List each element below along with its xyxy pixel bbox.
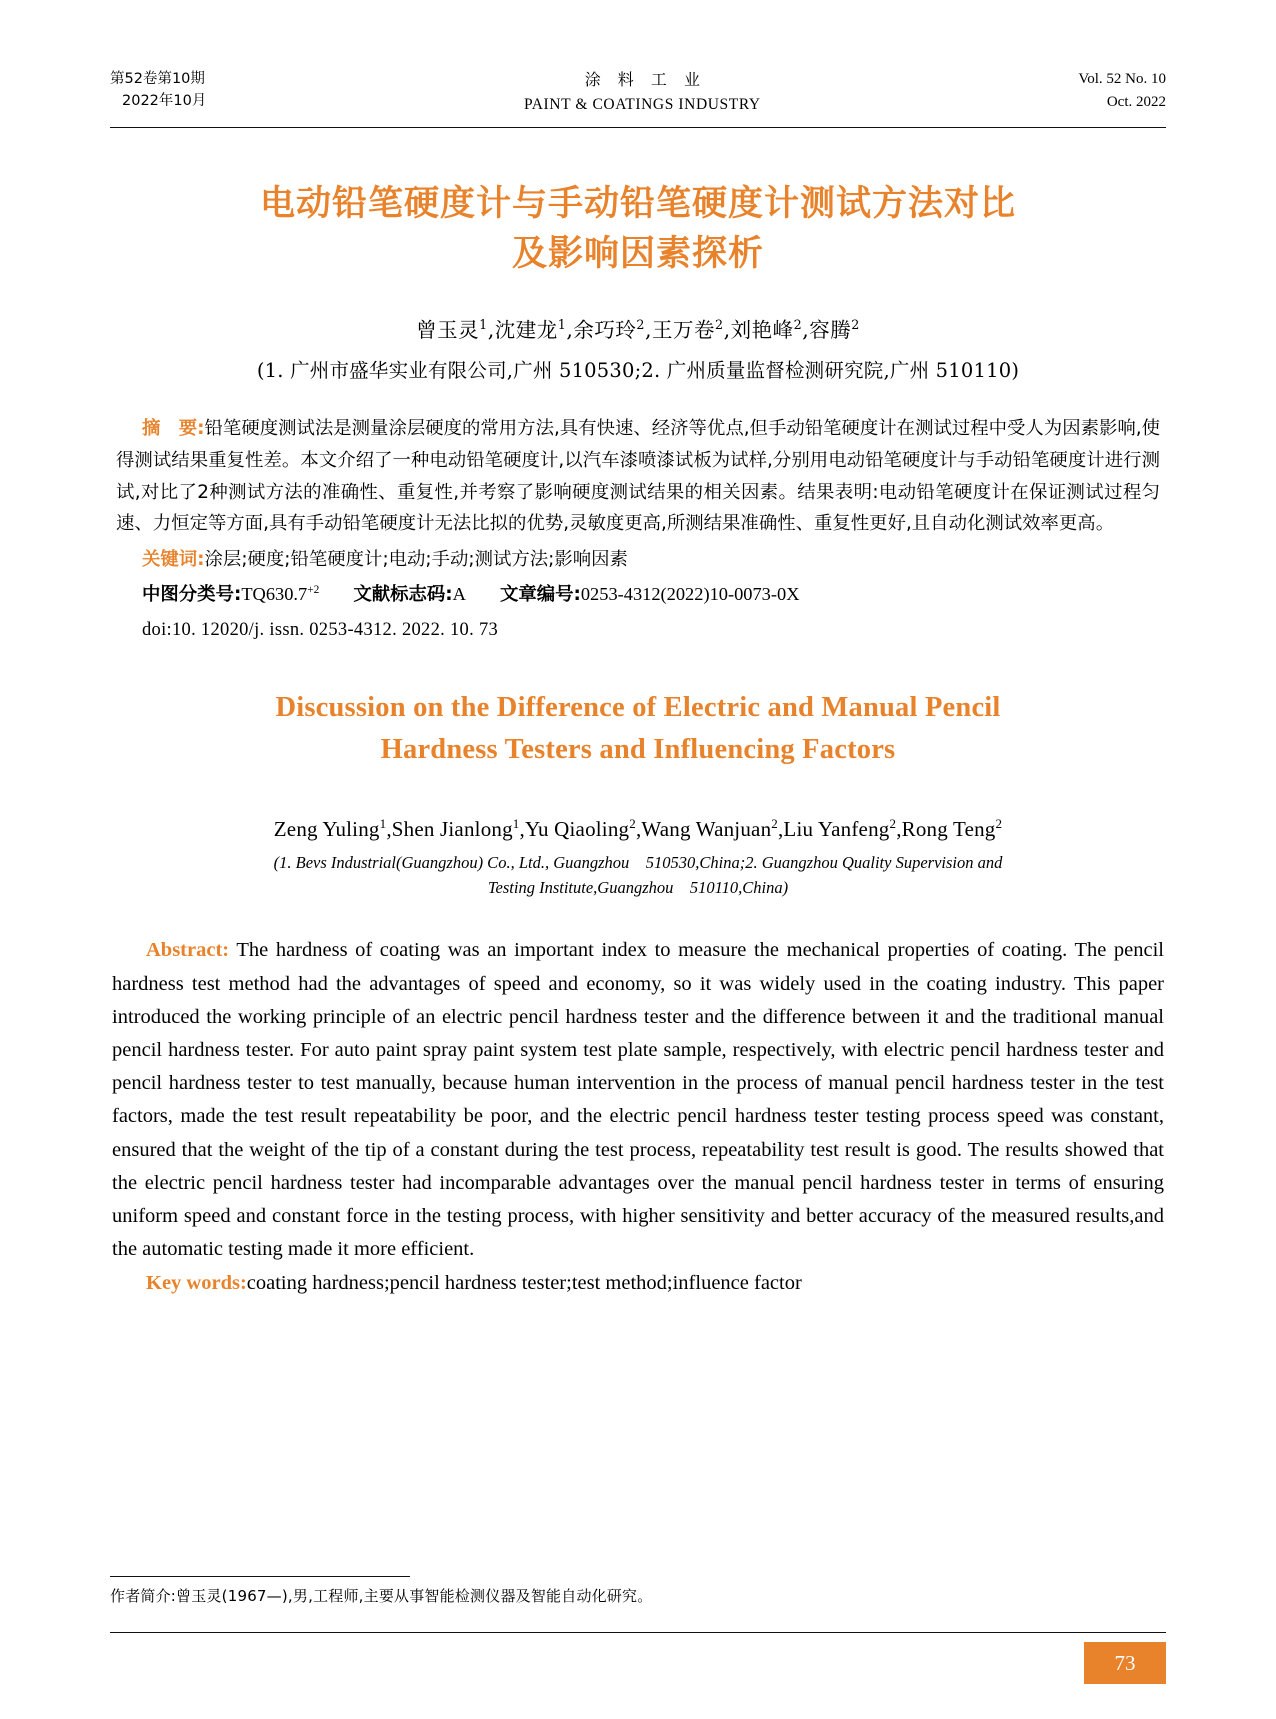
- keywords-cn: [142, 544, 1160, 576]
- document-code-label: 文献标志码:: [353, 584, 453, 606]
- affiliation-en-line2: Testing Institute,Guangzhou 510110,China): [487, 878, 789, 898]
- keywords-en-text: coating hardness;pencil hardness tester;test method;influence factor: [246, 1272, 802, 1295]
- article-number-label: 文章编号:: [499, 584, 581, 606]
- running-head: [110, 0, 1166, 117]
- page-number-badge: 73: [1084, 1642, 1166, 1684]
- authors-cn: 曾玉灵$^1$,沈建龙$^1$,余巧玲$^2$,王万卷$^2$,刘艳峰$^2$,容腾$^2$: [416, 317, 860, 343]
- running-head-right: [1078, 68, 1166, 115]
- author-bio-footnote: 作者简介:曾玉灵(1967—),男,工程师,主要从事智能检测仪器及智能自动化研究。: [110, 1586, 653, 1605]
- volume-issue: 第52卷第10期: [110, 71, 205, 87]
- abstract-en: [110, 934, 1166, 1266]
- article-title-cn-line1: 电动铅笔硬度计与手动铅笔硬度计测试方法对比: [259, 183, 1016, 224]
- header-divider: [110, 127, 1166, 128]
- footer-divider: [110, 1632, 1166, 1633]
- abstract-cn-text: 铅笔硬度测试法是测量涂层硬度的常用方法,具有快速、经济等优点,但手动铅笔硬度计在测试过程中受人为因素影响,使得测试结果重复性差。本文介绍了一种电动铅笔硬度计,以汽车漆喷漆试板为试样,分别用电动铅笔硬度计与手动铅笔硬度计进行测试,对比了2种测试方法的准确性、重复性,并考察了影响硬度测试结果的相关因素。结果表明:电动铅笔硬度计在保证测试过程匀速、力恒定等方面,具有手动铅笔硬度计无法比拟的优势,灵敏度更高,所测结果准确性、重复性更好,且自动化测试效率更高。: [116, 418, 1160, 535]
- clc-label: 中图分类号:: [142, 584, 242, 606]
- authors-en: Zeng Yuling$^1$,Shen Jianlong$^1$,Yu Qiaoling$^2$,Wang Wanjuan$^2$,Liu Yanfeng$^2$,Rong Teng$^2$: [273, 816, 1003, 842]
- keywords-cn-text: 涂层;硬度;铅笔硬度计;电动;手动;测试方法;影响因素: [204, 548, 628, 570]
- article-title-en-line2: Hardness Testers and Influencing Factors: [380, 734, 896, 766]
- journal-name-en: PAINT & COATINGS INDUSTRY: [523, 95, 761, 113]
- article-title-en: [110, 687, 1166, 771]
- chinese-abstract-block: [110, 413, 1166, 647]
- affiliation-en-line1: (1. Bevs Industrial(Guangzhou) Co., Ltd., Guangzhou 510530,China;2. Guangzhou Quality Supervision and: [273, 853, 1003, 873]
- journal-name-cn: 涂 料 工 业: [584, 70, 706, 89]
- footnote-area: [110, 1576, 1166, 1608]
- article-title-cn-line2: 及影响因素探析: [511, 233, 764, 274]
- affiliation-en: [110, 850, 1166, 900]
- classification-line: [142, 579, 1160, 611]
- volume-issue-en: Vol. 52 No. 10: [1078, 71, 1166, 87]
- article-title-en-line1: Discussion on the Difference of Electric and Manual Pencil: [275, 691, 1001, 723]
- keywords-en: [110, 1272, 1166, 1295]
- abstract-en-text: The hardness of coating was an important index to measure the mechanical properties of coating. The pencil hardness test method had the advantages of speed and economy, so it was widely used in the coating industry. This paper introduced the working principle of an electric pencil hardness tester and the difference between it and the traditional manual pencil hardness tester. For auto paint spray paint system test plate sample, respectively, with electric pencil hardness tester and pencil hardness tester to test manually, because human intervention in the process of manual pencil hardness tester in the test factors, made the test result repeatability be poor, and the electric pencil hardness tester testing process speed was constant, ensured that the weight of the tip of a constant during the test process, repeatability test result is good. The results showed that the electric pencil hardness tester had incomparable advantages over the manual pencil hardness tester in terms of ensuring uniform speed and constant force in the testing process, with higher sensitivity and better accuracy of the measured results,and the automatic testing made it more efficient.: [112, 939, 1165, 1261]
- affiliation-cn: (1. 广州市盛华实业有限公司,广州 510530;2. 广州质量监督检测研究院,广州 510110): [256, 359, 1020, 383]
- abstract-en-label: Abstract:: [146, 939, 230, 962]
- abstract-cn-label: 摘 要:: [142, 418, 205, 440]
- clc-value: TQ630.7: [241, 584, 308, 605]
- clc-value-sup: +2: [307, 584, 320, 597]
- running-head-left: [110, 68, 206, 113]
- document-code-value: A: [452, 584, 466, 605]
- issue-date-en: Oct. 2022: [1106, 94, 1166, 111]
- article-number-value: 0253-4312(2022)10-0073-0X: [580, 584, 800, 605]
- abstract-cn: [116, 413, 1160, 540]
- keywords-en-label: Key words:: [146, 1272, 247, 1295]
- doi-line: doi:10. 12020/j. issn. 0253-4312. 2022. 10. 73: [142, 620, 499, 641]
- footnote-divider: [110, 1576, 410, 1577]
- running-head-center: [206, 68, 1078, 117]
- issue-date-cn: 2022年10月: [122, 93, 207, 110]
- article-title-cn: [110, 180, 1166, 279]
- keywords-cn-label: 关键词:: [142, 548, 205, 570]
